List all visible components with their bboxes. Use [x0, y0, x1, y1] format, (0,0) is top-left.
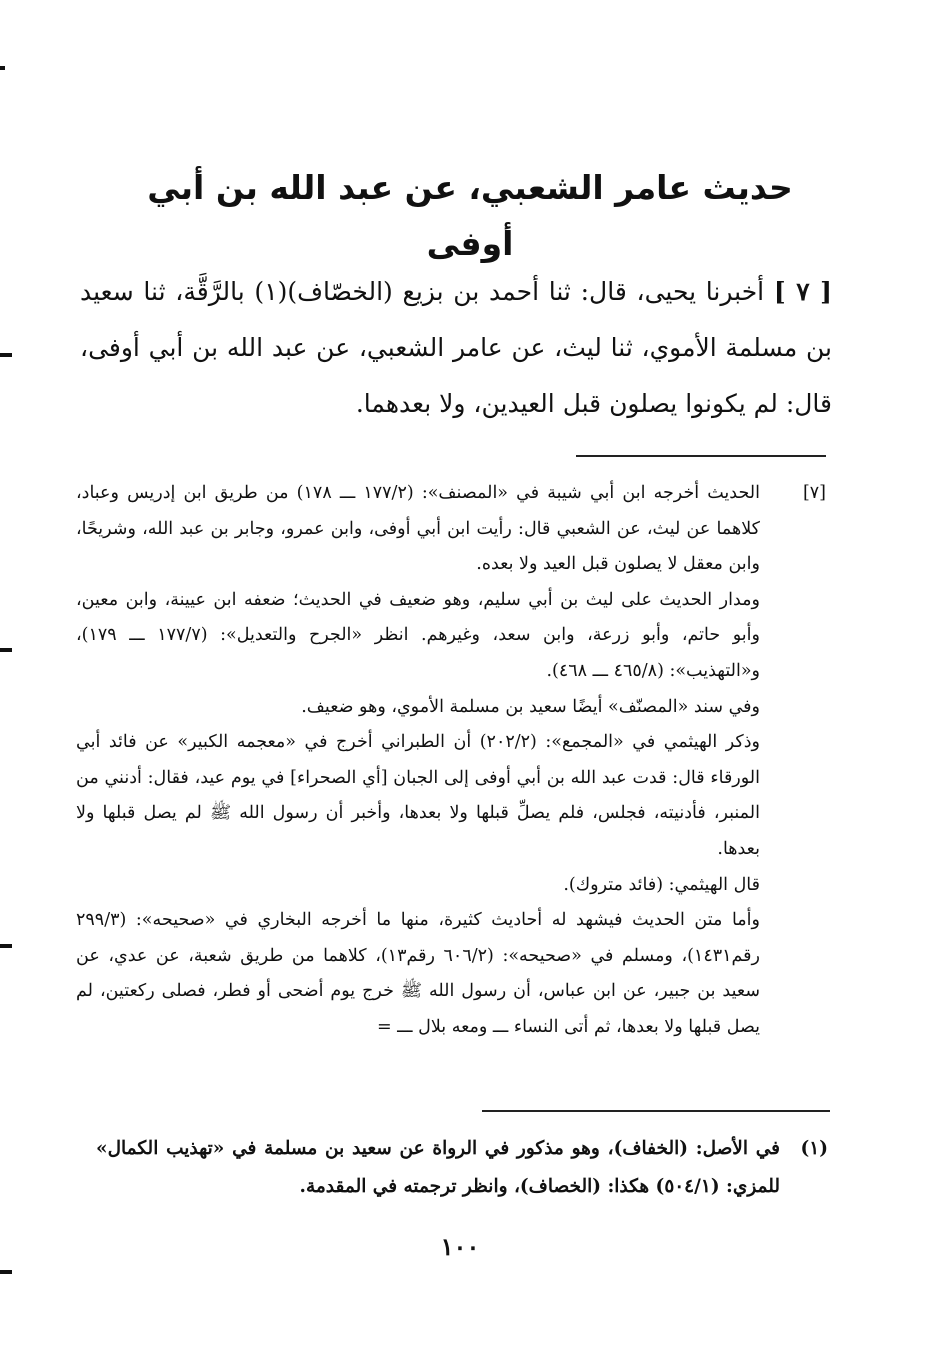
commentary-paragraph: وذكر الهيثمي في «المجمع»: (٢٠٢/٢) أن الطبراني أخرج في «معجمه الكبير» عن فائد أبي الورقاء قال: قدت عبد الله بن أبي أوفى إلى الجبان [أي الصحراء] في يوم عيد، فقال: أدنني من المنبر، فأدنيته، فجلس، فلم يصلِّ قبلها ولا بعدها، وأخبر أن رسول الله ﷺ لم يصل قبلها ولا بعدها. — [76, 732, 761, 859]
page-title: حديث عامر الشعبي، عن عبد الله بن أبي أوفى — [147, 168, 793, 263]
hadith-text-block — [80, 264, 832, 432]
commentary-body — [76, 476, 760, 1046]
commentary-number: [٧] — [802, 483, 826, 503]
scan-edge-mark — [0, 648, 12, 652]
commentary-separator — [576, 455, 826, 457]
commentary-paragraph: وأما متن الحديث فيشهد له أحاديث كثيرة، منها ما أخرجه البخاري في «صحيحه»: (٢٩٩/٣ رقم١٤٣١)، ومسلم في «صحيحه»: (٦٠٦/٢ رقم١٣)، كلاهما من طريق شعبة، عن عدي، عن سعيد بن جبير، عن ابن عباس، أن رسول الله ﷺ خرج يوم أضحى أو فطر، فصلى ركعتين، لم يصل قبلها ولا بعدها، ثم أتى النساء ـــ ومعه بلال ـــ = — [76, 910, 760, 1037]
hadith-text: أخبرنا يحيى، قال: ثنا أحمد بن بزيع (الخصّاف)(١) بالرَّقَّة، ثنا سعيد بن مسلمة الأموي، ثنا ليث، عن عامر الشعبي، عن عبد الله بن أبي أوفى، قال: لم يكونوا يصلون قبل العيدين، ولا بعدهما. — [80, 277, 832, 418]
footnote-text: في الأصل: (الخفاف)، وهو مذكور في الرواة عن سعيد بن مسلمة في «تهذيب الكمال» للمزي: (٥٠٤/١) هكذا: (الخصاف)، وانظر ترجمته في المقدمة. — [96, 1138, 780, 1197]
commentary-paragraph: قال الهيثمي: (فائد متروك). — [563, 874, 760, 895]
footnote-number: (١) — [800, 1138, 828, 1159]
scan-edge-mark — [0, 1270, 12, 1274]
scan-edge-mark — [0, 353, 12, 357]
scan-edge-mark — [0, 66, 5, 70]
commentary-paragraph: الحديث أخرجه ابن أبي شيبة في «المصنف»: (١٧٧/٢ ـــ ١٧٨) من طريق ابن إدريس وعباد، كلاهما عن ليث، عن الشعبي قال: رأيت ابن أبي أوفى، وابن عمرو، وجابر بن عبد الله، وشريحًا، وابن معقل لا يصلون قبل العيد ولا بعده. — [76, 483, 760, 575]
scan-edge-mark — [0, 944, 12, 948]
commentary-block — [76, 476, 836, 1046]
page-number: ١٠٠ — [440, 1232, 480, 1261]
commentary-paragraph: ومدار الحديث على ليث بن أبي سليم، وهو ضعيف في الحديث؛ ضعفه ابن عيينة، وابن معين، وأبو حاتم، وأبو زرعة، وابن سعد، وغيرهم. انظر «الجرح والتعديل»: (١٧٧/٧ ـــ ١٧٩)، و«التهذيب»: (٤٦٥/٨ ـــ ٤٦٨). — [76, 589, 760, 681]
hadith-number: [ ٧ ] — [773, 277, 832, 306]
footnote — [96, 1130, 836, 1206]
commentary-paragraph: وفي سند «المصنّف» أيضًا سعيد بن مسلمة الأموي، وهو ضعيف. — [301, 696, 760, 717]
footnote-separator — [482, 1110, 830, 1112]
